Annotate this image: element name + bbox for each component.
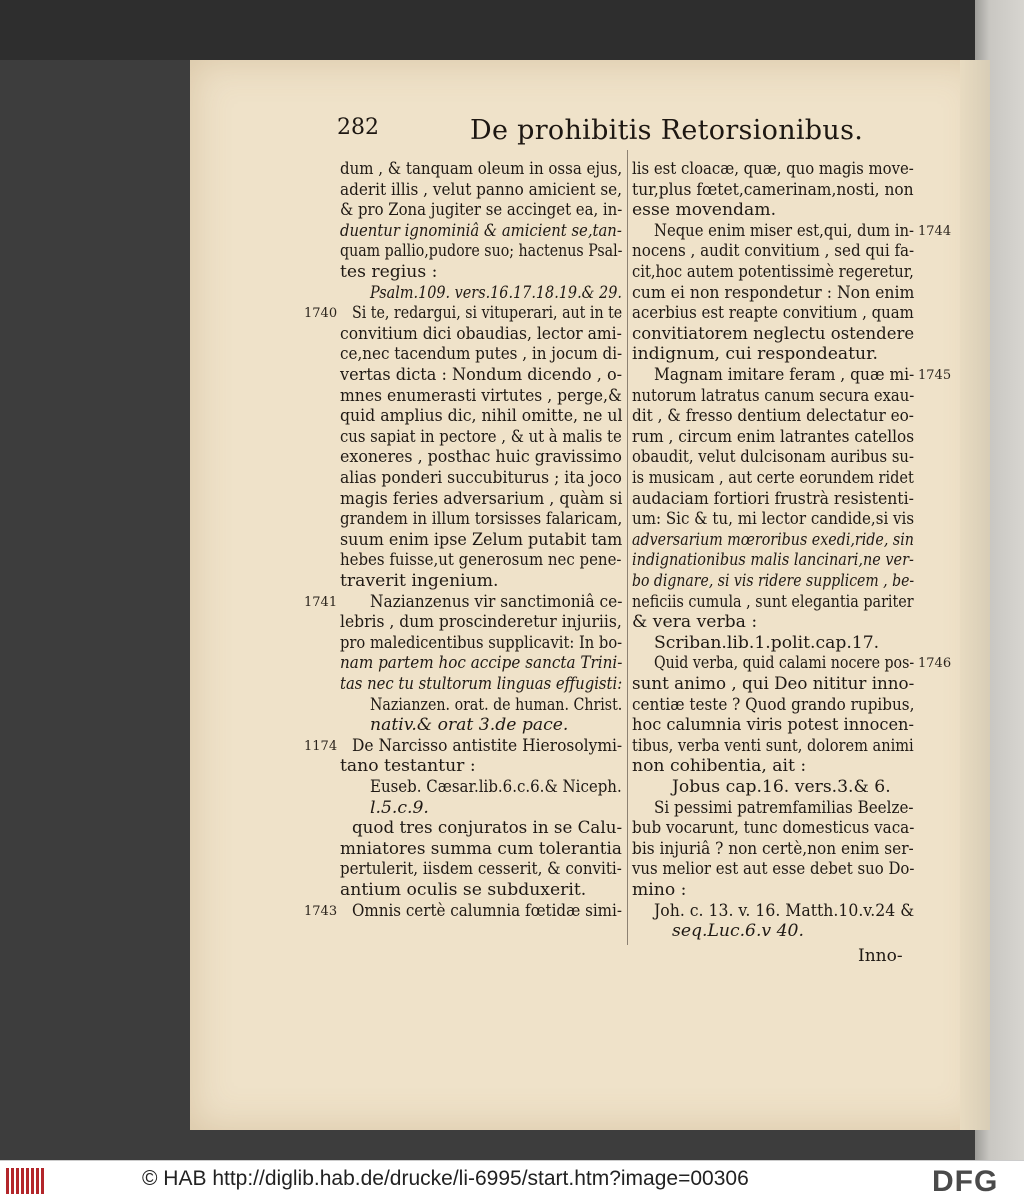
margin-number: 1743 xyxy=(304,903,338,919)
text-line: traverit ingenium. xyxy=(340,571,499,591)
margin-number: 1745 xyxy=(918,368,952,383)
copyright-link[interactable]: © HAB http://diglib.hab.de/drucke/li-6995/start.htm?image=00306 xyxy=(142,1167,749,1190)
margin-number: 1744 xyxy=(918,223,952,239)
text-line: nativ.& orat 3.de pace. xyxy=(370,715,569,736)
footer-bar xyxy=(0,1160,1024,1200)
text-line: neficiis cumula , sunt elegantia pariter xyxy=(632,591,914,612)
text-line: dit , & fresso dentium delectatur eo- xyxy=(632,406,914,427)
text-line: quid amplius dic, nihil omitte, ne ul xyxy=(340,406,623,427)
text-line: Nazianzen. orat. de human. Christ. xyxy=(370,694,623,715)
text-line: obaudit, velut dulcisonam auribus su- xyxy=(632,447,914,468)
text-line: & pro Zona jugiter se accinget ea, in- xyxy=(340,200,623,221)
text-line: tes regius : xyxy=(340,262,438,282)
margin-number: 1740 xyxy=(304,306,338,322)
text-line: bo dignare, si vis ridere supplicem , be- xyxy=(632,571,915,591)
margin-number: 1746 xyxy=(918,656,952,672)
text-line: quam pallio,pudore suo; hactenus Psal- xyxy=(340,241,623,262)
barcode-icon xyxy=(6,1168,46,1194)
text-line: l.5.c.9. xyxy=(370,797,429,818)
text-line: Euseb. Cæsar.lib.6.c.6.& Niceph. xyxy=(370,777,622,797)
text-line: rum , circum enim latrantes catellos xyxy=(632,426,915,447)
text-line: Psalm.109. vers.16.17.18.19.& 29. xyxy=(370,282,622,303)
text-line: & vera verba : xyxy=(632,612,758,633)
text-line: vus melior est aut esse debet suo Do- xyxy=(632,859,915,880)
text-line: indignum, cui respondeatur. xyxy=(632,344,878,365)
margin-number: 1741 xyxy=(304,594,338,610)
catchword: Inno- xyxy=(858,946,903,966)
text-line: grandem in illum torsisses falaricam, xyxy=(340,509,623,530)
text-line: hebes fuisse,ut generosum nec pene- xyxy=(340,550,622,571)
text-line: Neque enim miser est,qui, dum in- xyxy=(654,220,914,241)
text-line: exoneres , posthac huic gravissimo xyxy=(340,447,622,468)
text-line: Magnam imitare feram , quæ mi- xyxy=(654,365,915,385)
page-edge xyxy=(960,60,990,1130)
text-line: convitium dici obaudias, lector ami- xyxy=(340,323,622,344)
text-line: seq.Luc.6.v 40. xyxy=(672,921,804,942)
text-line: pertulerit, iisdem cesserit, & conviti- xyxy=(340,859,622,880)
text-line: alias ponderi succubiturus ; ita joco xyxy=(340,468,622,488)
text-line: centiæ teste ? Quod grando rupibus, xyxy=(632,694,915,715)
text-line: is musicam , aut certe eorundem ridet xyxy=(632,468,914,488)
text-line: lis est cloacæ, quæ, quo magis move- xyxy=(632,159,914,179)
text-line: antium oculis se subduxerit. xyxy=(340,880,587,900)
text-line: Quid verba, quid calami nocere pos- xyxy=(654,653,915,674)
text-line: tibus, verba venti sunt, dolorem animi xyxy=(632,735,914,756)
text-line: quod tres conjuratos in se Calu- xyxy=(352,818,623,839)
text-line: Scriban.lib.1.polit.cap.17. xyxy=(654,632,880,653)
running-title: De prohibitis Retorsionibus. xyxy=(470,115,864,146)
text-line: De Narcisso antistite Hierosolymi- xyxy=(352,735,623,756)
text-line: bub vocarunt, tunc domesticus vaca- xyxy=(632,818,915,839)
text-line: convitiatorem neglectu ostendere xyxy=(632,323,915,344)
text-line: dum , & tanquam oleum in ossa ejus, xyxy=(340,159,623,179)
text-line: vertas dicta : Nondum dicendo , o- xyxy=(340,365,623,385)
text-line: Omnis certè calumnia fœtidæ simi- xyxy=(352,900,622,921)
text-line: mniatores summa cum tolerantia xyxy=(340,838,622,859)
text-line: Si te, redargui, si vituperari, aut in te xyxy=(352,303,623,324)
text-line: non cohibentia, ait : xyxy=(632,756,807,777)
text-line: sunt animo , qui Deo nititur inno- xyxy=(632,674,915,694)
text-line: hoc calumnia viris potest innocen- xyxy=(632,715,914,736)
page-number: 282 xyxy=(337,115,379,140)
text-line: cit,hoc autem potentissimè regeretur, xyxy=(632,262,914,282)
text-line: cum ei non respondetur : Non enim xyxy=(632,282,915,303)
text-line: mino : xyxy=(632,880,687,900)
text-line: bis injuriâ ? non certè,non enim ser- xyxy=(632,838,914,859)
text-line: um: Sic & tu, mi lector candide,si vis xyxy=(632,509,915,530)
text-line: esse movendam. xyxy=(632,200,777,221)
text-line: suum enim ipse Zelum putabit tam xyxy=(340,529,623,550)
text-line: nam partem hoc accipe sancta Trini- xyxy=(340,653,623,674)
text-line: acerbius est reapte convitium , quam xyxy=(632,303,914,324)
text-line: Jobus cap.16. vers.3.& 6. xyxy=(672,777,891,797)
text-line: duentur ignominiâ & amicient se,tan- xyxy=(340,220,622,241)
scan-top-shadow xyxy=(0,0,1024,60)
dfg-logo: DFG xyxy=(932,1165,999,1198)
text-line: ce,nec tacendum putes , in jocum di- xyxy=(340,344,623,365)
margin-number: 1174 xyxy=(304,738,338,754)
text-line: tano testantur : xyxy=(340,756,476,777)
text-line: Si pessimi patremfamilias Beelze- xyxy=(654,797,914,818)
text-line: cus sapiat in pectore , & ut à malis te xyxy=(340,426,622,447)
text-line: pro maledicentibus supplicavit: In bo- xyxy=(340,632,623,653)
text-line: lebris , dum proscinderetur injuriis, xyxy=(340,612,622,633)
text-line: tas nec tu stultorum linguas effugisti: xyxy=(340,674,623,694)
text-line: Joh. c. 13. v. 16. Matth.10.v.24 & xyxy=(654,900,915,921)
text-line: adversarium mœroribus exedi,ride, sin xyxy=(632,529,914,550)
text-line: magis feries adversarium , quàm si xyxy=(340,488,623,509)
text-line: mnes enumerasti virtutes , perge,& xyxy=(340,385,622,406)
text-line: nocens , audit convitium , sed qui fa- xyxy=(632,241,915,262)
text-line: nutorum latratus canum secura exau- xyxy=(632,385,915,406)
text-line: tur,plus fœtet,camerinam,nosti, non xyxy=(632,179,914,200)
text-line: Nazianzenus vir sanctimoniâ ce- xyxy=(370,591,623,612)
text-line: aderit illis , velut panno amicient se, xyxy=(340,179,623,200)
text-line: audaciam fortiori frustrà resistenti- xyxy=(632,488,914,509)
column-divider xyxy=(627,150,628,945)
text-line: indignationibus malis lancinari,ne ver- xyxy=(632,550,914,571)
